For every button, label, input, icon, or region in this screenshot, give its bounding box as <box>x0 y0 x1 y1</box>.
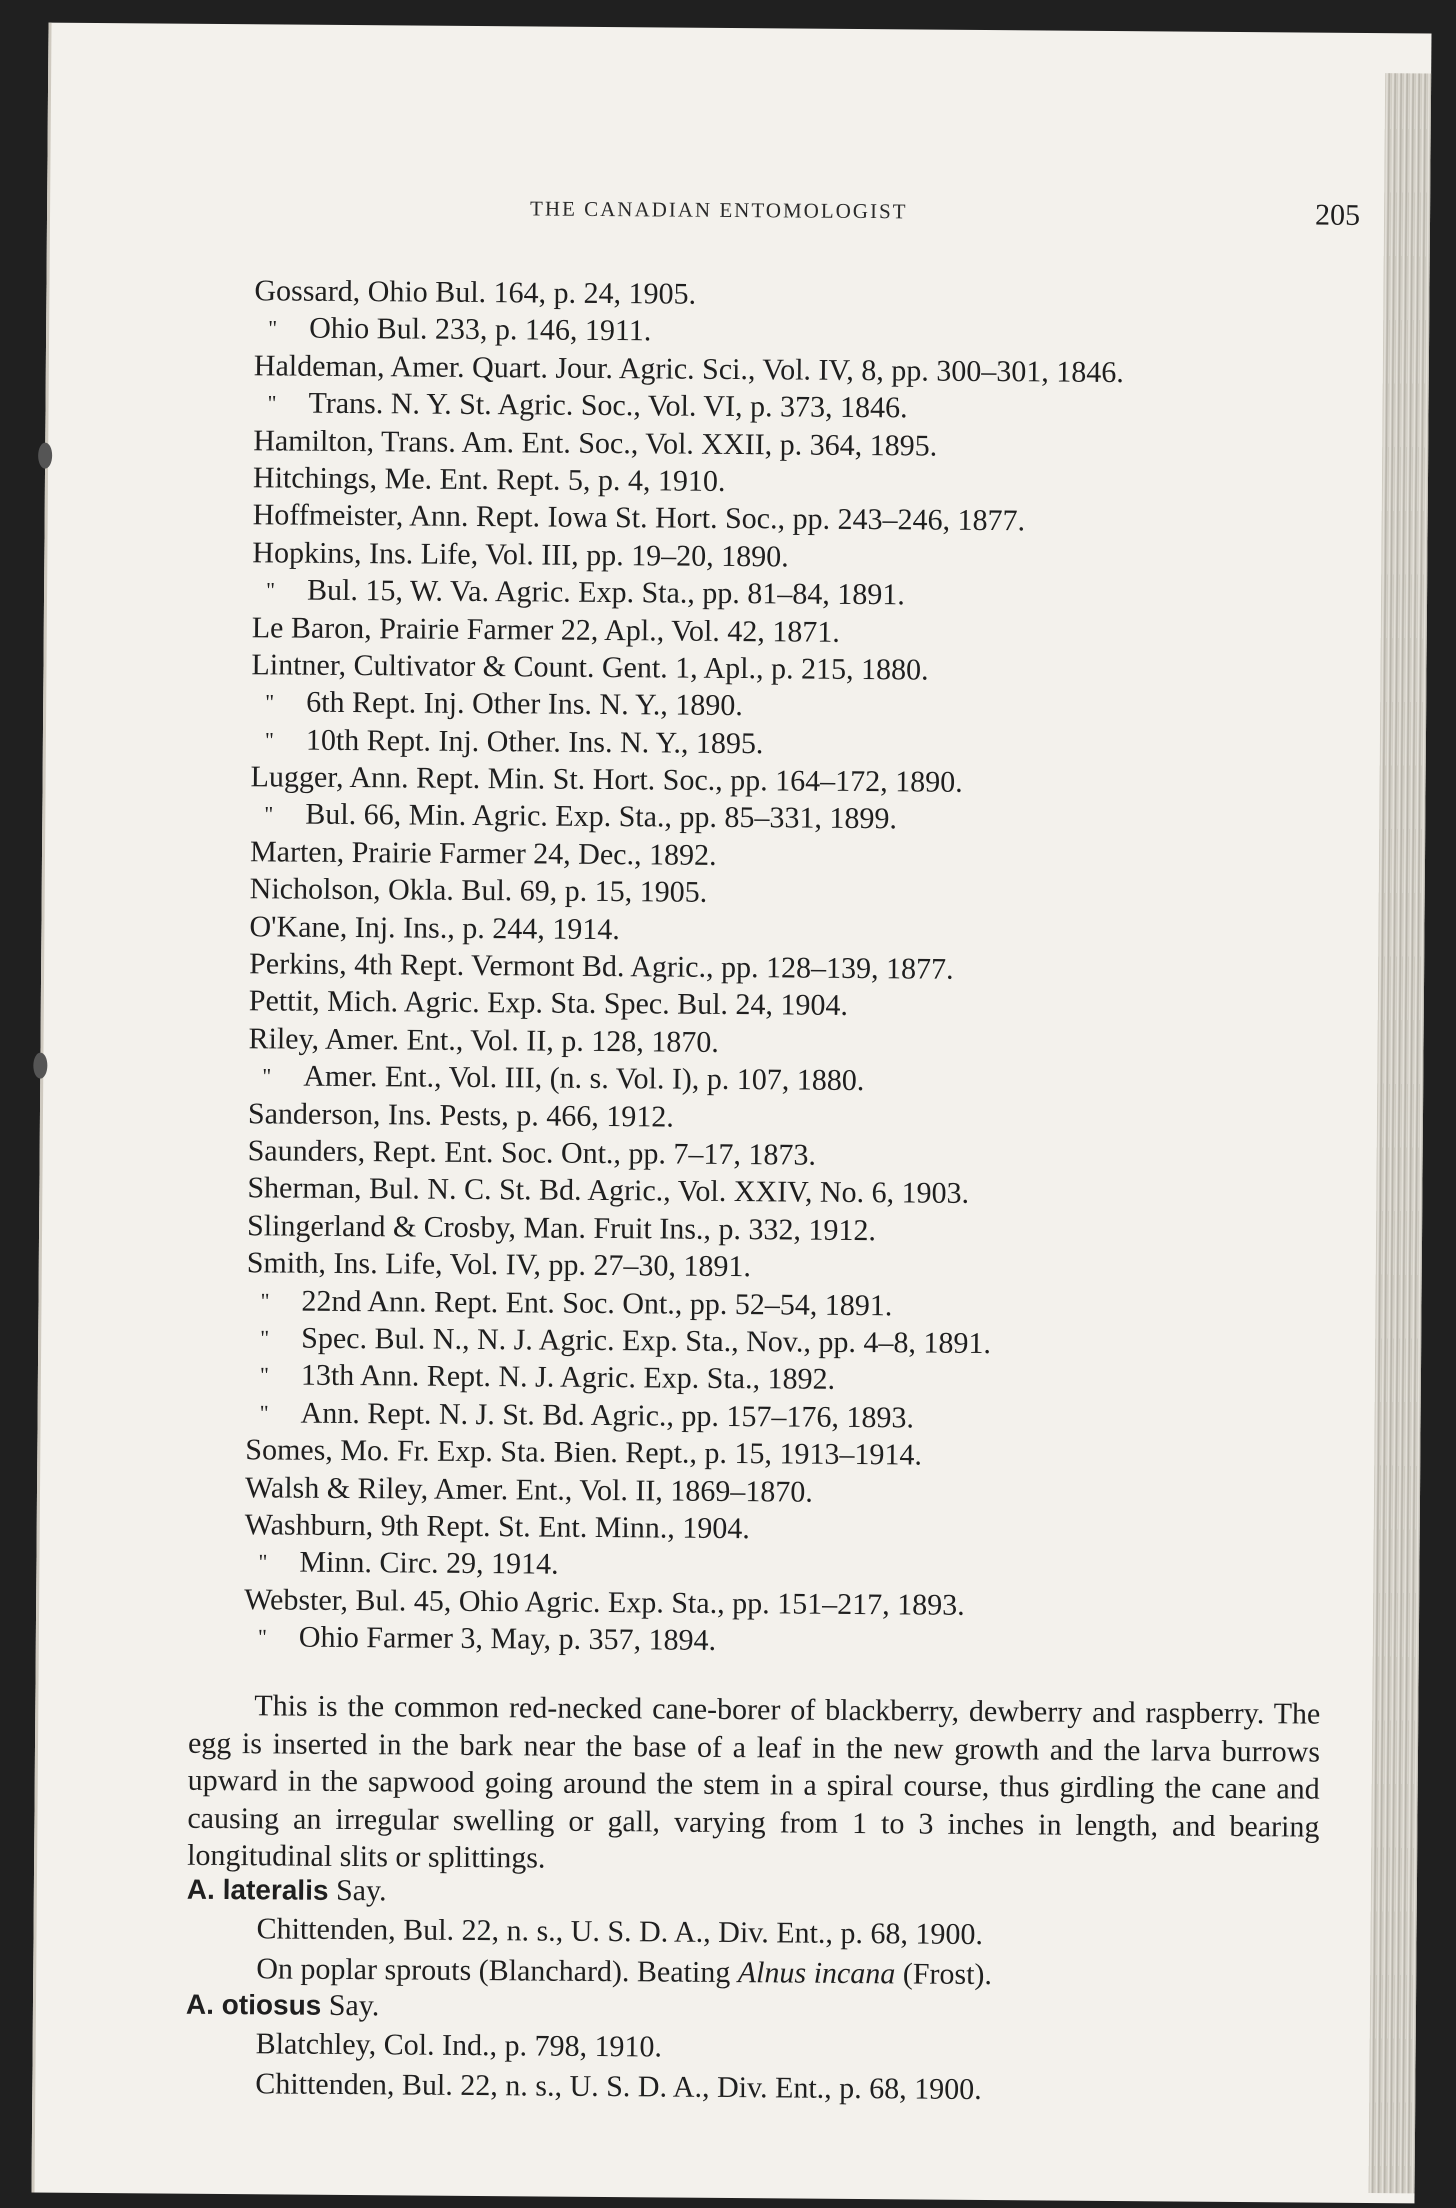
reference-text: 10th Rept. Inj. Other. Ins. N. Y., 1895. <box>305 723 764 760</box>
reference-text: Webster, Bul. 45, Ohio Agric. Exp. Sta., pp. 151–217, 1893. <box>244 1582 965 1622</box>
reference-text: Blatchley, Col. Ind., p. 798, 1910. <box>255 2027 663 2064</box>
book-page <box>31 23 1431 2204</box>
ditto-mark: " <box>264 801 274 827</box>
reference-text: 13th Ann. Rept. N. J. Agric. Exp. Sta., 1892. <box>300 1358 836 1397</box>
ditto-mark: " <box>260 1325 270 1351</box>
ditto-mark: " <box>259 1400 269 1426</box>
species-name: A. otiosus <box>185 1988 322 2021</box>
ditto-mark: " <box>262 1063 272 1089</box>
species-entry <box>185 1986 1318 2113</box>
reference-text: Pettit, Mich. Agric. Exp. Sta. Spec. Bul. 24, 1904. <box>248 984 849 1023</box>
reference-text: Lugger, Ann. Rept. Min. St. Hort. Soc., pp. 164–172, 1890. <box>250 760 963 799</box>
body-text <box>187 1687 1320 1883</box>
reference-text: Minn. Circ. 29, 1914. <box>299 1545 559 1581</box>
reference-text: Hoffmeister, Ann. Rept. Iowa St. Hort. Soc., pp. 243–246, 1877. <box>252 498 1026 538</box>
species-reference-line <box>185 2064 1317 2113</box>
binding-mark <box>33 1053 47 1079</box>
ditto-mark: " <box>267 390 277 416</box>
reference-text: Somes, Mo. Fr. Exp. Sta. Bien. Rept., p. 15, 1913–1914. <box>245 1433 923 1472</box>
reference-text: Nicholson, Okla. Bul. 69, p. 15, 1905. <box>249 872 708 910</box>
reference-text: Slingerland & Crosby, Man. Fruit Ins., p. 332, 1912. <box>246 1208 877 1247</box>
page-header <box>50 193 1360 253</box>
reference-text: O'Kane, Inj. Ins., p. 244, 1914. <box>249 909 620 946</box>
reference-text: Le Baron, Prairie Farmer 22, Apl., Vol. 42, 1871. <box>251 610 840 649</box>
reference-text: (Frost). <box>895 1957 993 1992</box>
reference-text: Sanderson, Ins. Pests, p. 466, 1912. <box>247 1096 674 1134</box>
reference-text: Riley, Amer. Ent., Vol. II, p. 128, 1870. <box>248 1022 719 1059</box>
reference-text: Bul. 66, Min. Agric. Exp. Sta., pp. 85–331, 1899. <box>305 798 898 836</box>
reference-text: Hamilton, Trans. Am. Ent. Soc., Vol. XXII, p. 364, 1895. <box>253 423 938 463</box>
reference-text: Bul. 15, W. Va. Agric. Exp. Sta., pp. 81–84, 1891. <box>306 573 906 612</box>
species-name: A. lateralis <box>186 1873 329 1906</box>
reference-text: Ann. Rept. N. J. St. Bd. Agric., pp. 157–176, 1893. <box>300 1396 915 1435</box>
ditto-mark: " <box>259 1362 270 1388</box>
reference-text: Hitchings, Me. Ent. Rept. 5, p. 4, 1910. <box>252 461 726 498</box>
reference-text: Lintner, Cultivator & Count. Gent. 1, Apl., p. 215, 1880. <box>251 648 929 687</box>
reference-list <box>244 272 1355 1664</box>
reference-text: Ohio Farmer 3, May, p. 357, 1894. <box>298 1620 717 1657</box>
reference-text: Spec. Bul. N., N. J. Agric. Exp. Sta., Nov., pp. 4–8, 1891. <box>301 1321 992 1360</box>
reference-text: Marten, Prairie Farmer 24, Dec., 1892. <box>249 835 717 872</box>
species-entry <box>186 1871 1319 1998</box>
species-author: Say. <box>328 1988 380 2023</box>
reference-text: Trans. N. Y. St. Agric. Soc., Vol. VI, p. 373, 1846. <box>308 386 908 425</box>
species-author: Say. <box>335 1873 387 1908</box>
ditto-mark: " <box>258 1549 268 1575</box>
ditto-mark: " <box>265 689 275 715</box>
reference-text: On poplar sprouts (Blanchard). Beating <box>256 1952 738 1990</box>
taxon-name: Alnus incana <box>737 1956 896 1991</box>
reference-text: 6th Rept. Inj. Other Ins. N. Y., 1890. <box>306 685 743 723</box>
ditto-mark: " <box>260 1287 270 1313</box>
reference-text: Ohio Bul. 233, p. 146, 1911. <box>309 312 652 348</box>
reference-text: Sherman, Bul. N. C. St. Bd. Agric., Vol. XXIV, No. 6, 1903. <box>247 1171 970 1211</box>
reference-text: Smith, Ins. Life, Vol. IV, pp. 27–30, 1891. <box>246 1246 752 1284</box>
reference-text: Perkins, 4th Rept. Vermont Bd. Agric., pp. 128–139, 1877. <box>249 947 954 986</box>
paragraph: This is the common red-necked cane-borer of blackberry, dewberry and raspberry. The egg is inserted in the bark near the base of a leaf in the new growth and the larva burrows upward in the sapwood going around the stem in a spiral course, thus girdling the cane and causing an irregular swelling or gall, varying from 1 to 3 inches in length, and bearing longitudinal slits or splittings. <box>187 1689 1321 1875</box>
ditto-mark: " <box>268 315 278 341</box>
ditto-mark: " <box>265 577 276 603</box>
reference-text: 22nd Ann. Rept. Ent. Soc. Ont., pp. 52–54, 1891. <box>301 1284 893 1322</box>
binding-mark <box>38 443 52 469</box>
reference-text: Haldeman, Amer. Quart. Jour. Agric. Sci., Vol. IV, 8, pp. 300–301, 1846. <box>253 349 1124 389</box>
reference-text: Gossard, Ohio Bul. 164, p. 24, 1905. <box>254 274 697 311</box>
ditto-mark: " <box>264 727 275 753</box>
reference-text: Amer. Ent., Vol. III, (n. s. Vol. I), p. 107, 1880. <box>303 1059 865 1098</box>
reference-text: Walsh & Riley, Amer. Ent., Vol. II, 1869–1870. <box>244 1470 814 1509</box>
reference-text: Washburn, 9th Rept. St. Ent. Minn., 1904. <box>244 1508 750 1546</box>
reference-text: Hopkins, Ins. Life, Vol. III, pp. 19–20, 1890. <box>252 535 789 574</box>
reference-text: Saunders, Rept. Ent. Soc. Ont., pp. 7–17, 1873. <box>247 1134 817 1172</box>
reference-line <box>244 1618 1344 1664</box>
ditto-mark: " <box>257 1624 267 1650</box>
running-head: THE CANADIAN ENTOMOLOGIST <box>530 196 908 224</box>
page-number: 205 <box>1314 198 1361 232</box>
reference-text: Chittenden, Bul. 22, n. s., U. S. D. A., Div. Ent., p. 68, 1900. <box>256 1912 984 1951</box>
reference-text: Chittenden, Bul. 22, n. s., U. S. D. A., Div. Ent., p. 68, 1900. <box>255 2067 982 2106</box>
